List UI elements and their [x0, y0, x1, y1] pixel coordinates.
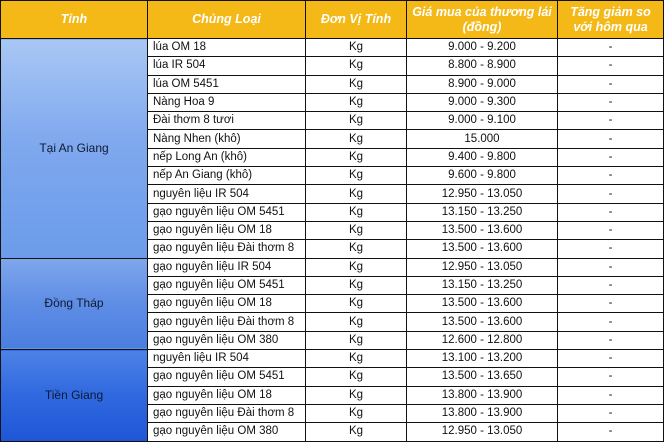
product-name-cell: gạo nguyên liệu OM 380 — [148, 331, 306, 349]
change-cell: - — [558, 331, 664, 349]
price-cell: 13.150 - 13.250 — [407, 276, 558, 294]
unit-cell: Kg — [306, 39, 407, 57]
header-row — [1, 1, 664, 39]
unit-cell: Kg — [306, 75, 407, 93]
price-cell: 9.400 - 9.800 — [407, 148, 558, 166]
product-name-cell: nếp Long An (khô) — [148, 148, 306, 166]
unit-cell: Kg — [306, 404, 407, 422]
change-cell: - — [558, 295, 664, 313]
unit-cell: Kg — [306, 350, 407, 368]
change-cell: - — [558, 203, 664, 221]
change-cell: - — [558, 57, 664, 75]
price-cell: 13.500 - 13.600 — [407, 221, 558, 239]
change-cell: - — [558, 148, 664, 166]
change-cell: - — [558, 93, 664, 111]
change-cell: - — [558, 350, 664, 368]
change-cell: - — [558, 75, 664, 93]
product-name-cell: gạo nguyên liệu OM 5451 — [148, 203, 306, 221]
price-cell: 13.150 - 13.250 — [407, 203, 558, 221]
unit-cell: Kg — [306, 57, 407, 75]
table-row — [1, 39, 664, 57]
product-name-cell: gạo nguyên liệu Đài thơm 8 — [148, 313, 306, 331]
table-row — [1, 258, 664, 276]
change-cell: - — [558, 368, 664, 386]
price-cell: 13.500 - 13.600 — [407, 313, 558, 331]
price-cell: 12.950 - 13.050 — [407, 423, 558, 441]
unit-cell: Kg — [306, 130, 407, 148]
price-cell: 13.800 - 13.900 — [407, 386, 558, 404]
unit-cell: Kg — [306, 386, 407, 404]
price-cell: 9.000 - 9.200 — [407, 39, 558, 57]
change-cell: - — [558, 404, 664, 422]
change-cell: - — [558, 240, 664, 258]
unit-cell: Kg — [306, 423, 407, 441]
product-name-cell: gạo nguyên liệu Đài thơm 8 — [148, 404, 306, 422]
change-cell: - — [558, 39, 664, 57]
change-cell: - — [558, 112, 664, 130]
unit-cell: Kg — [306, 167, 407, 185]
table-body — [1, 39, 664, 442]
product-name-cell: Nàng Hoa 9 — [148, 93, 306, 111]
unit-cell: Kg — [306, 203, 407, 221]
unit-cell: Kg — [306, 240, 407, 258]
product-name-cell: nguyên liệu IR 504 — [148, 350, 306, 368]
product-name-cell: gạo nguyên liệu OM 380 — [148, 423, 306, 441]
change-cell: - — [558, 386, 664, 404]
product-name-cell: gạo nguyên liệu OM 5451 — [148, 368, 306, 386]
price-cell: 13.800 - 13.900 — [407, 404, 558, 422]
product-name-cell: gạo nguyên liệu OM 18 — [148, 295, 306, 313]
change-cell: - — [558, 258, 664, 276]
product-name-cell: gạo nguyên liệu OM 18 — [148, 386, 306, 404]
price-cell: 13.500 - 13.650 — [407, 368, 558, 386]
price-cell: 13.500 - 13.600 — [407, 240, 558, 258]
product-name-cell: gạo nguyên liệu Đài thơm 8 — [148, 240, 306, 258]
region-cell: Tại An Giang — [1, 39, 148, 259]
product-name-cell: nguyên liệu IR 504 — [148, 185, 306, 203]
unit-cell: Kg — [306, 148, 407, 166]
region-cell: Đồng Tháp — [1, 258, 148, 349]
unit-cell: Kg — [306, 93, 407, 111]
price-cell: 9.000 - 9.100 — [407, 112, 558, 130]
price-cell: 13.100 - 13.200 — [407, 350, 558, 368]
change-cell: - — [558, 185, 664, 203]
unit-cell: Kg — [306, 295, 407, 313]
product-name-cell: Nàng Nhen (khô) — [148, 130, 306, 148]
price-cell: 9.000 - 9.300 — [407, 93, 558, 111]
price-cell: 13.500 - 13.600 — [407, 295, 558, 313]
change-cell: - — [558, 313, 664, 331]
product-name-cell: gạo nguyên liệu IR 504 — [148, 258, 306, 276]
header-change: Tăng giảm so với hôm qua — [558, 1, 664, 39]
unit-cell: Kg — [306, 112, 407, 130]
price-cell: 12.950 - 13.050 — [407, 258, 558, 276]
price-cell: 12.600 - 12.800 — [407, 331, 558, 349]
change-cell: - — [558, 167, 664, 185]
product-name-cell: gạo nguyên liệu OM 5451 — [148, 276, 306, 294]
product-name-cell: Đài thơm 8 tươi — [148, 112, 306, 130]
unit-cell: Kg — [306, 368, 407, 386]
region-cell: Tiền Giang — [1, 350, 148, 441]
unit-cell: Kg — [306, 185, 407, 203]
change-cell: - — [558, 130, 664, 148]
unit-cell: Kg — [306, 258, 407, 276]
price-cell: 9.600 - 9.800 — [407, 167, 558, 185]
price-cell: 12.950 - 13.050 — [407, 185, 558, 203]
unit-cell: Kg — [306, 331, 407, 349]
change-cell: - — [558, 276, 664, 294]
price-cell: 15.000 — [407, 130, 558, 148]
change-cell: - — [558, 221, 664, 239]
header-region: Tỉnh — [1, 1, 148, 39]
price-cell: 8.900 - 9.000 — [407, 75, 558, 93]
product-name-cell: lúa OM 18 — [148, 39, 306, 57]
header-price: Giá mua của thương lái (đồng) — [407, 1, 558, 39]
product-name-cell: nếp An Giang (khô) — [148, 167, 306, 185]
product-name-cell: gạo nguyên liệu OM 18 — [148, 221, 306, 239]
product-name-cell: lúa OM 5451 — [148, 75, 306, 93]
header-unit: Đơn Vị Tính — [306, 1, 407, 39]
price-cell: 8.800 - 8.900 — [407, 57, 558, 75]
unit-cell: Kg — [306, 276, 407, 294]
product-name-cell: lúa IR 504 — [148, 57, 306, 75]
header-type: Chủng Loại — [148, 1, 306, 39]
unit-cell: Kg — [306, 313, 407, 331]
table-row — [1, 350, 664, 368]
unit-cell: Kg — [306, 221, 407, 239]
change-cell: - — [558, 423, 664, 441]
